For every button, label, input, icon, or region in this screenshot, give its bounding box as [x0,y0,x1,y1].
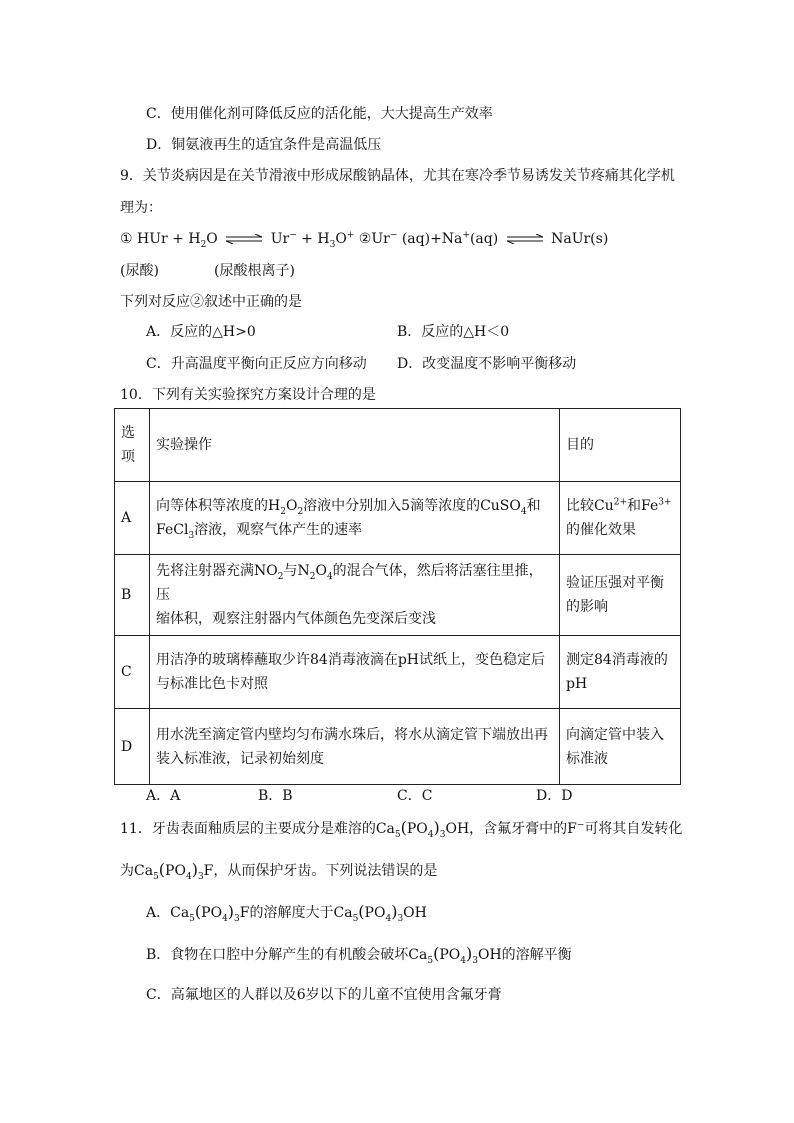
eq1-right-a: Ur [270,231,290,247]
q9-note-ion: (尿酸根离子) [214,263,295,279]
q11-option-c: C．高氟地区的人群以及6岁以下的儿童不宜使用含氟牙膏 [146,987,502,1003]
eq2-right: NaUr(s) [551,231,609,247]
q11-option-b: B．食物在口腔中分解产生的有机酸会破坏$Ca_5(PO_4)_3OH$的溶解平衡 [146,944,572,966]
q9-option-d: D．改变温度不影响平衡移动 [397,356,577,372]
q10-choice-a: A．A [146,788,181,804]
row-purpose: 比较$Cu^{2+}$和$Fe^{3+}$ 的催化效果 [560,482,681,555]
row-operation: 向等体积等浓度的$H_2O_2$溶液中分别加入5滴等浓度的CuSO$_4$和 FeCl$_3$溶液，观察气体产生的速率 [150,482,560,555]
q9-stem-line2: 理为： [120,200,162,216]
q10-choice-c: C．C [397,788,433,804]
row-purpose: 向滴定管中装入 标准液 [560,709,681,785]
q9-equations: ① HUr + $H_2O$ $Ur^- + H_3O^+$ ②Ur− (aq)+Na+(aq) NaUr(s) [120,230,609,250]
sub-2: 2 [200,239,207,250]
row-operation: 用洁净的玻璃棒蘸取少许84消毒液滴在pH试纸上，变色稳定后 与标准比色卡对照 [150,636,560,709]
table-row [115,636,681,709]
header-option: 选项 [115,409,150,482]
q11-stem-line2: 为$Ca_5(PO_4)_3F$，从而保护牙齿。下列说法错误的是 [120,860,438,882]
q9-question: 下列对反应②叙述中正确的是 [120,294,302,310]
equilibrium-arrow-icon [507,234,543,244]
eq2-label: ②Ur [358,231,390,247]
row-purpose: 测定84消毒液的 pH [560,636,681,709]
q9-option-a: A．反应的△H>0 [146,324,256,340]
q9-option-b: B．反应的△H＜0 [397,324,510,340]
experiment-table [114,408,681,785]
table-header-row [115,409,681,482]
header-operation: 实验操作 [150,409,560,482]
table-row [115,555,681,636]
q11-option-a: A．$Ca_5(PO_4)_3F$的溶解度大于$Ca_5(PO_4)_3OH$ [146,902,427,924]
row-label: B [115,555,150,636]
q9-stem-line1: 9．关节炎病因是在关节滑液中形成尿酸钠晶体，尤其在寒冷季节易诱发关节疼痛其化学机 [120,168,675,184]
row-label: D [115,709,150,785]
q8-option-d: D．铜氨液再生的适宜条件是高温低压 [146,137,382,153]
table-row [115,709,681,785]
eq1-label: ① [120,231,133,247]
header-purpose: 目的 [560,409,681,482]
q9-option-c: C．升高温度平衡向正反应方向移动 [146,356,367,372]
eq1-left: HUr + H [137,231,201,247]
q10-stem: 10．下列有关实验探究方案设计合理的是 [120,387,376,403]
row-purpose: 验证压强对平衡 的影响 [560,555,681,636]
q10-choice-b: B．B [258,788,293,804]
q9-note-acid: (尿酸) [120,263,159,279]
q8-option-c: C．使用催化剂可降低反应的活化能，大大提高生产效率 [146,106,493,122]
table-row [115,482,681,555]
q10-choice-d: D．D [536,788,573,804]
row-operation: 用水洗至滴定管内壁均匀布满水珠后，将水从滴定管下端放出再 装入标准液，记录初始刻度 [150,709,560,785]
row-label: C [115,636,150,709]
row-operation: 先将注射器充满$NO_2$与$N_2O_4$的混合气体，然后将活塞往里推，压 缩体积，观察注射器内气体颜色先变深后变浅 [150,555,560,636]
row-label: A [115,482,150,555]
equilibrium-arrow-icon [226,234,262,244]
q11-stem-line1: 11．牙齿表面釉质层的主要成分是难溶的$Ca_5(PO_4)_3OH$，含氟牙膏中的F−可将其自发转化 [120,818,683,840]
